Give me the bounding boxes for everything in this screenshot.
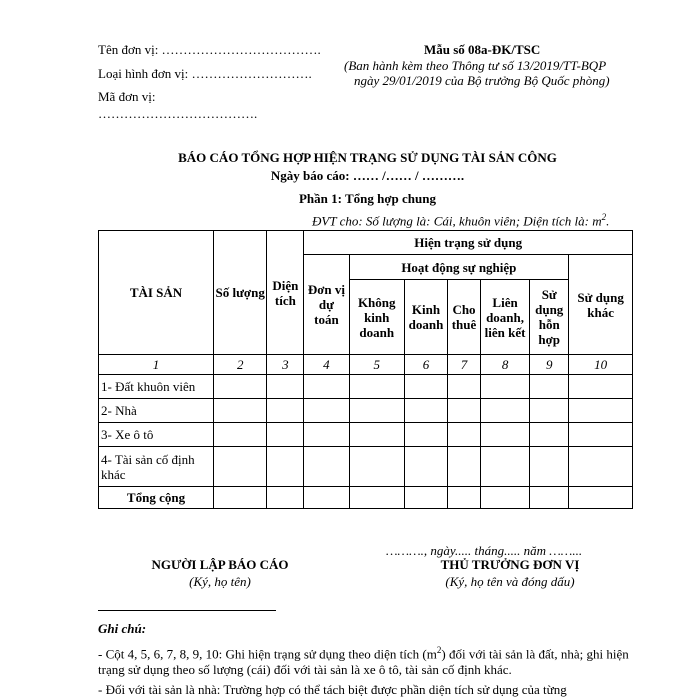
unit-code-dots: ………………………………. xyxy=(98,106,258,121)
table-cell[interactable] xyxy=(480,375,529,399)
unit-code-line: Mã đơn vị: xyxy=(98,89,156,104)
col-number: 9 xyxy=(530,355,569,375)
table-cell[interactable] xyxy=(530,487,569,509)
table-cell[interactable] xyxy=(267,423,304,447)
head-of-unit-title: THỦ TRƯỞNG ĐƠN VỊ xyxy=(440,557,580,572)
col-number: 4 xyxy=(304,355,349,375)
table-cell[interactable] xyxy=(267,447,304,487)
table-row xyxy=(99,447,633,487)
unit-of-measure-end: . xyxy=(606,213,610,229)
table-cell[interactable] xyxy=(530,399,569,423)
row-label: 4- Tài sản cố định khác xyxy=(99,447,214,487)
col-number: 7 xyxy=(448,355,481,375)
table-cell[interactable] xyxy=(448,399,481,423)
header-joint-venture: Liên doanh, liên kết xyxy=(480,280,529,355)
table-cell[interactable] xyxy=(349,375,404,399)
table-cell[interactable] xyxy=(448,447,481,487)
table-cell[interactable] xyxy=(480,399,529,423)
table-cell[interactable] xyxy=(569,375,633,399)
table-cell[interactable] xyxy=(349,487,404,509)
unit-name-line: Tên đơn vị: ………………………………. xyxy=(98,42,321,57)
table-cell[interactable] xyxy=(214,447,267,487)
issued-line-2: ngày 29/01/2019 của Bộ trưởng Bộ Quốc phòng) xyxy=(354,73,610,88)
unit-of-measure-text: ĐVT cho: Số lượng là: Cái, khuôn viên; Diện tích là: m xyxy=(312,213,602,229)
table-cell[interactable] xyxy=(404,447,447,487)
table-cell[interactable] xyxy=(480,447,529,487)
col-number: 3 xyxy=(267,355,304,375)
unit-of-measure xyxy=(312,212,609,229)
table-cell[interactable] xyxy=(404,423,447,447)
head-of-unit-sign-note: (Ký, họ tên và đóng dấu) xyxy=(445,574,575,589)
table-cell[interactable] xyxy=(404,399,447,423)
table-row xyxy=(99,423,633,447)
col-number: 2 xyxy=(214,355,267,375)
total-row xyxy=(99,487,633,509)
asset-status-table xyxy=(98,230,633,509)
table-cell[interactable] xyxy=(214,399,267,423)
form-number: Mẫu số 08a-ĐK/TSC xyxy=(424,42,541,57)
table-cell[interactable] xyxy=(349,399,404,423)
table-cell[interactable] xyxy=(448,423,481,447)
table-row xyxy=(99,399,633,423)
report-title: BÁO CÁO TỔNG HỢP HIỆN TRẠNG SỬ DỤNG TÀI SẢN CÔNG xyxy=(178,150,557,165)
part-title: Phần 1: Tổng hợp chung xyxy=(298,191,436,206)
notes-heading: Ghi chú: xyxy=(98,621,147,636)
header-other-use: Sử dụng khác xyxy=(569,255,633,355)
table-row xyxy=(99,375,633,399)
table-cell[interactable] xyxy=(404,487,447,509)
issued-line-1: (Ban hành kèm theo Thông tư số 13/2019/TT-BQP xyxy=(344,58,607,73)
table-cell[interactable] xyxy=(267,399,304,423)
table-cell[interactable] xyxy=(214,487,267,509)
row-label: 2- Nhà xyxy=(99,399,214,423)
note-1-text: - Cột 4, 5, 6, 7, 8, 9, 10: Ghi hiện trạng sử dụng theo diện tích (m xyxy=(98,646,437,662)
table-cell[interactable] xyxy=(349,423,404,447)
table-cell[interactable] xyxy=(267,487,304,509)
header-career-activity: Hoạt động sự nghiệp xyxy=(349,255,569,280)
header-business: Kinh doanh xyxy=(404,280,447,355)
note-1-sup: 2 xyxy=(436,645,442,655)
header-estimate-unit: Đơn vị dự toán xyxy=(304,255,349,355)
table-cell[interactable] xyxy=(304,375,349,399)
preparer-title: NGƯỜI LẬP BÁO CÁO xyxy=(151,557,289,572)
unit-of-measure-sup: 2 xyxy=(601,212,607,222)
column-number-row xyxy=(99,355,633,375)
note-1 xyxy=(98,642,638,678)
table-cell[interactable] xyxy=(569,423,633,447)
table-cell[interactable] xyxy=(304,447,349,487)
col-number: 1 xyxy=(99,355,214,375)
header-quantity: Số lượng xyxy=(214,231,267,355)
header-mixed-use: Sử dụng hỗn hợp xyxy=(530,280,569,355)
note-1-text-end: ) đối với tài sản là đất, nhà; ghi hiện trạng sử dụng theo số lượng (cái) đối với tài sản là xe ô tô, tài sản cố định khác. xyxy=(98,646,629,678)
table-cell[interactable] xyxy=(530,423,569,447)
table-cell[interactable] xyxy=(480,487,529,509)
table-cell[interactable] xyxy=(448,487,481,509)
col-number: 8 xyxy=(480,355,529,375)
table-cell[interactable] xyxy=(214,423,267,447)
note-2: - Đối với tài sản là nhà: Trường hợp có thể tách biệt được phần diện tích sử dụng của từng xyxy=(98,682,567,697)
notes-divider xyxy=(98,610,276,611)
table-cell[interactable] xyxy=(530,375,569,399)
table-cell[interactable] xyxy=(214,375,267,399)
header-lease: Cho thuê xyxy=(448,280,481,355)
table-cell[interactable] xyxy=(480,423,529,447)
table-cell[interactable] xyxy=(569,447,633,487)
table-cell[interactable] xyxy=(569,399,633,423)
header-asset: TÀI SẢN xyxy=(99,231,214,355)
table-cell[interactable] xyxy=(569,487,633,509)
table-cell[interactable] xyxy=(349,447,404,487)
col-number: 5 xyxy=(349,355,404,375)
row-label: 1- Đất khuôn viên xyxy=(99,375,214,399)
table-cell[interactable] xyxy=(448,375,481,399)
header-usage-status: Hiện trạng sử dụng xyxy=(304,231,633,255)
table-cell[interactable] xyxy=(304,487,349,509)
row-label: 3- Xe ô tô xyxy=(99,423,214,447)
signature-date-line: ………., ngày..... tháng..... năm ……... xyxy=(386,543,583,558)
header-non-business: Không kinh doanh xyxy=(349,280,404,355)
preparer-sign-note: (Ký, họ tên) xyxy=(189,574,251,589)
report-date: Ngày báo cáo: …… /…… / ………. xyxy=(270,168,465,183)
unit-type-line: Loại hình đơn vị: ………………………. xyxy=(98,66,312,81)
table-cell[interactable] xyxy=(304,399,349,423)
total-label: Tổng cộng xyxy=(99,487,214,509)
table-cell[interactable] xyxy=(304,423,349,447)
table-cell[interactable] xyxy=(404,375,447,399)
header-area: Diện tích xyxy=(267,231,304,355)
table-cell[interactable] xyxy=(267,375,304,399)
col-number: 10 xyxy=(569,355,633,375)
col-number: 6 xyxy=(404,355,447,375)
table-cell[interactable] xyxy=(530,447,569,487)
